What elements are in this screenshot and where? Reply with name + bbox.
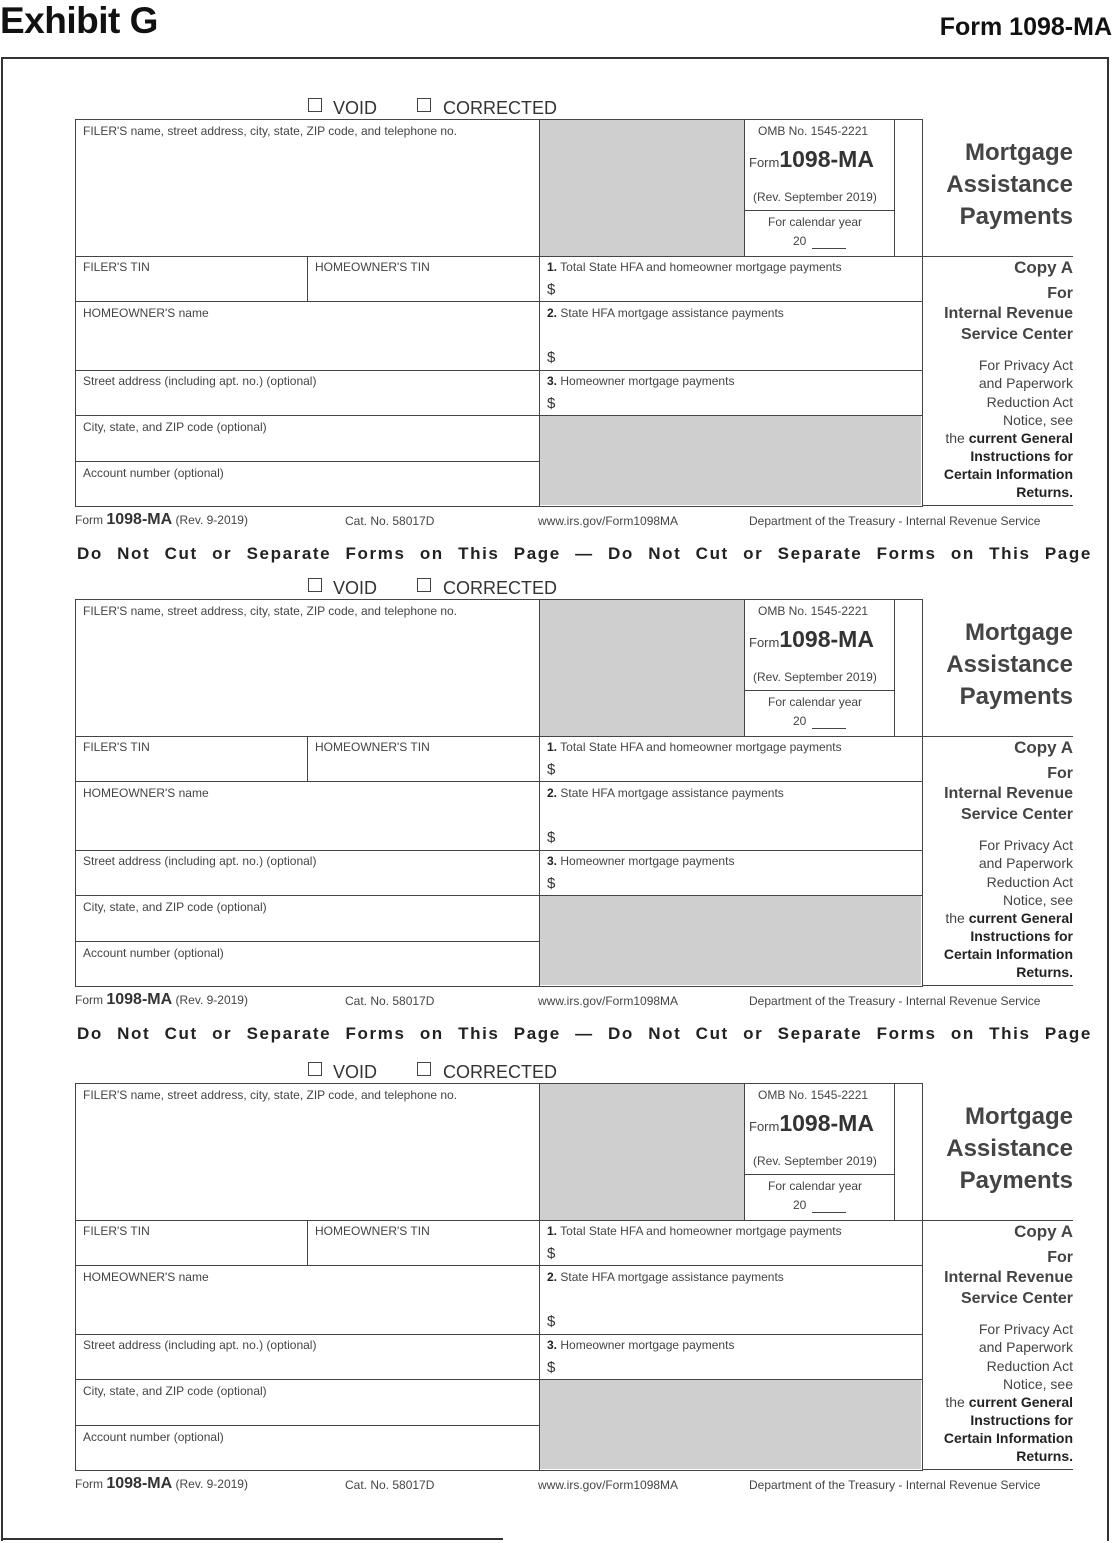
form-number: 1098-MA	[779, 626, 874, 652]
year-field[interactable]	[812, 728, 846, 729]
filer-tin-field[interactable]	[80, 1239, 302, 1263]
footer-department: Department of the Treasury - Internal Revenue Service	[749, 1478, 1041, 1492]
revision: (Rev. September 2019)	[753, 670, 877, 684]
footer-cat-no: Cat. No. 58017D	[345, 1478, 435, 1492]
form-copy-1	[0, 0, 1114, 528]
filer-tin-field[interactable]	[80, 755, 302, 779]
footer-cat-no: Cat. No. 58017D	[345, 514, 435, 528]
street-address-field[interactable]	[80, 390, 535, 414]
divider	[922, 1220, 1073, 1221]
box1-dollar: $	[547, 1245, 556, 1262]
form-bottom-rule	[922, 1469, 1073, 1470]
divider	[75, 781, 923, 782]
box2-dollar: $	[547, 829, 556, 846]
divider	[307, 736, 308, 782]
privacy-line3: Reduction Act	[986, 1358, 1073, 1374]
year-prefix: 20	[793, 1198, 807, 1212]
account-number-field[interactable]	[80, 1446, 535, 1468]
box1-amount-field[interactable]	[562, 758, 917, 780]
city-state-zip-label: City, state, and ZIP code (optional)	[83, 1384, 267, 1398]
footer-department: Department of the Treasury - Internal Revenue Service	[749, 994, 1041, 1008]
filer-tin-label: FILER'S TIN	[83, 1224, 150, 1238]
calendar-year-label: For calendar year	[768, 1179, 863, 1193]
divider	[75, 1220, 923, 1221]
void-checkbox[interactable]	[308, 578, 322, 592]
form-heading-line1: Mortgage	[965, 139, 1073, 166]
divider	[75, 1265, 923, 1266]
box2-amount-field[interactable]	[562, 345, 917, 367]
box3-dollar: $	[547, 1359, 556, 1376]
divider	[744, 599, 745, 737]
divider	[540, 850, 922, 851]
corrected-label: CORRECTED	[443, 1062, 558, 1082]
box2-dollar: $	[547, 1313, 556, 1330]
form-word: Form	[749, 155, 780, 170]
year-prefix: 20	[793, 234, 807, 248]
footer-url: www.irs.gov/Form1098MA	[538, 994, 679, 1008]
street-address-label: Street address (including apt. no.) (optional)	[83, 1338, 317, 1352]
filer-name-label: FILER'S name, street address, city, state, ZIP code, and telephone no.	[83, 604, 458, 618]
void-label: VOID	[333, 1062, 378, 1082]
city-state-zip-label: City, state, and ZIP code (optional)	[83, 420, 267, 434]
corrected-label: CORRECTED	[443, 578, 558, 598]
privacy-line4: Notice, see	[1002, 892, 1073, 908]
copy-a-label: Copy A	[1014, 738, 1073, 757]
privacy-line5: the current General	[945, 1394, 1073, 1410]
form-title: Form 1098-MA	[939, 13, 1112, 41]
calendar-year-label: For calendar year	[768, 695, 863, 709]
filer-name-label: FILER'S name, street address, city, state, ZIP code, and telephone no.	[83, 124, 458, 138]
footer-cat-no: Cat. No. 58017D	[345, 994, 435, 1008]
privacy-line2: and Paperwork	[978, 375, 1073, 391]
divider	[75, 1334, 540, 1335]
city-state-zip-field[interactable]	[80, 1400, 535, 1424]
bottom-rule	[1, 1538, 503, 1540]
copy-irs-line2: Service Center	[960, 326, 1073, 343]
filer-name-field[interactable]	[80, 140, 535, 252]
form-heading-line3: Payments	[959, 683, 1073, 710]
revision: (Rev. September 2019)	[753, 1154, 877, 1168]
divider	[75, 895, 923, 896]
form-word: Form	[749, 1119, 780, 1134]
box3-amount-field[interactable]	[562, 392, 917, 414]
box3-label: 3. Homeowner mortgage payments	[547, 374, 735, 388]
omb-number: OMB No. 1545-2221	[758, 604, 869, 618]
divider	[539, 119, 540, 506]
privacy-line6: Instructions for	[970, 448, 1073, 464]
box1-label: 1. Total State HFA and homeowner mortgage payments	[547, 1224, 842, 1238]
privacy-line4: Notice, see	[1002, 412, 1073, 428]
divider	[894, 1083, 895, 1221]
form-heading-line2: Assistance	[946, 171, 1073, 198]
divider	[75, 1379, 923, 1380]
city-state-zip-label: City, state, and ZIP code (optional)	[83, 900, 267, 914]
city-state-zip-field[interactable]	[80, 436, 535, 460]
divider	[307, 1220, 308, 1266]
filer-name-field[interactable]	[80, 620, 535, 732]
street-address-label: Street address (including apt. no.) (optional)	[83, 854, 317, 868]
privacy-line1: For Privacy Act	[978, 1321, 1073, 1337]
divider	[894, 119, 895, 257]
void-label: VOID	[333, 578, 378, 598]
account-number-label: Account number (optional)	[83, 1430, 224, 1444]
privacy-line2: and Paperwork	[978, 1339, 1073, 1355]
copy-irs-line2: Service Center	[960, 1290, 1073, 1307]
divider	[75, 1425, 540, 1426]
void-label: VOID	[333, 98, 378, 118]
homeowner-name-field[interactable]	[80, 322, 535, 368]
form-number: 1098-MA	[779, 146, 874, 172]
homeowner-tin-field[interactable]	[312, 275, 534, 299]
do-not-cut-notice: Do Not Cut or Separate Forms on This Page — Do Not Cut or Separate Forms on This Page	[77, 1024, 1092, 1043]
corrected-checkbox[interactable]	[417, 578, 431, 592]
privacy-line5: the current General	[945, 430, 1073, 446]
copy-for-label: For	[1047, 1249, 1073, 1266]
footer-url: www.irs.gov/Form1098MA	[538, 1478, 679, 1492]
divider	[307, 256, 308, 302]
divider	[539, 1083, 540, 1470]
do-not-cut-notice: Do Not Cut or Separate Forms on This Page — Do Not Cut or Separate Forms on This Page	[77, 544, 1092, 563]
privacy-line1: For Privacy Act	[978, 837, 1073, 853]
void-checkbox[interactable]	[308, 1062, 322, 1076]
form-number: 1098-MA	[779, 1110, 874, 1136]
privacy-line8: Returns.	[1016, 484, 1073, 500]
privacy-line7: Certain Information	[943, 946, 1073, 962]
year-field[interactable]	[812, 248, 846, 249]
box2-label: 2. State HFA mortgage assistance payments	[547, 786, 784, 800]
divider	[744, 210, 894, 211]
filer-tin-field[interactable]	[80, 275, 302, 299]
divider	[75, 256, 923, 257]
divider	[75, 850, 540, 851]
form-heading-line2: Assistance	[946, 651, 1073, 678]
divider	[922, 736, 1073, 737]
form-number-block	[749, 1110, 874, 1137]
box1-label: 1. Total State HFA and homeowner mortgage payments	[547, 740, 842, 754]
filer-tin-label: FILER'S TIN	[83, 740, 150, 754]
divider	[75, 461, 540, 462]
void-checkbox[interactable]	[308, 98, 322, 112]
form-number-block	[749, 626, 874, 653]
form-heading-line3: Payments	[959, 1167, 1073, 1194]
divider	[744, 1083, 745, 1221]
box2-amount-field[interactable]	[562, 1309, 917, 1331]
divider	[540, 370, 922, 371]
box2-amount-field[interactable]	[562, 825, 917, 847]
box3-label: 3. Homeowner mortgage payments	[547, 854, 735, 868]
privacy-line7: Certain Information	[943, 1430, 1073, 1446]
copy-irs-line1: Internal Revenue	[944, 1269, 1073, 1286]
filer-tin-label: FILER'S TIN	[83, 260, 150, 274]
box1-amount-field[interactable]	[562, 1242, 917, 1264]
privacy-line3: Reduction Act	[986, 874, 1073, 890]
homeowner-tin-field[interactable]	[312, 1239, 534, 1263]
omb-number: OMB No. 1545-2221	[758, 124, 869, 138]
privacy-line4: Notice, see	[1002, 1376, 1073, 1392]
form-heading-line1: Mortgage	[965, 1103, 1073, 1130]
box1-dollar: $	[547, 761, 556, 778]
form-heading-line3: Payments	[959, 203, 1073, 230]
city-state-zip-field[interactable]	[80, 916, 535, 940]
box2-dollar: $	[547, 349, 556, 366]
form-copy-2	[0, 480, 1114, 1008]
privacy-line8: Returns.	[1016, 964, 1073, 980]
omb-number: OMB No. 1545-2221	[758, 1088, 869, 1102]
revision: (Rev. September 2019)	[753, 190, 877, 204]
divider	[744, 690, 894, 691]
privacy-line6: Instructions for	[970, 1412, 1073, 1428]
calendar-year-label: For calendar year	[768, 215, 863, 229]
homeowner-name-label: HOMEOWNER'S name	[83, 786, 209, 800]
homeowner-tin-label: HOMEOWNER'S TIN	[315, 740, 430, 754]
box3-dollar: $	[547, 875, 556, 892]
homeowner-name-field[interactable]	[80, 1286, 535, 1332]
account-number-label: Account number (optional)	[83, 466, 224, 480]
homeowner-name-label: HOMEOWNER'S name	[83, 306, 209, 320]
footer-url: www.irs.gov/Form1098MA	[538, 514, 679, 528]
homeowner-tin-label: HOMEOWNER'S TIN	[315, 1224, 430, 1238]
divider	[744, 119, 745, 257]
divider	[540, 1334, 922, 1335]
year-prefix: 20	[793, 714, 807, 728]
account-number-label: Account number (optional)	[83, 946, 224, 960]
copy-irs-line1: Internal Revenue	[944, 785, 1073, 802]
copy-irs-line1: Internal Revenue	[944, 305, 1073, 322]
street-address-field[interactable]	[80, 1354, 535, 1378]
divider	[922, 256, 1073, 257]
copy-irs-line2: Service Center	[960, 806, 1073, 823]
privacy-line5: the current General	[945, 910, 1073, 926]
box3-amount-field[interactable]	[562, 1356, 917, 1378]
box1-amount-field[interactable]	[562, 278, 917, 300]
filer-name-field[interactable]	[80, 1104, 535, 1216]
copy-for-label: For	[1047, 765, 1073, 782]
box3-dollar: $	[547, 395, 556, 412]
copy-a-label: Copy A	[1014, 258, 1073, 277]
divider	[894, 599, 895, 737]
filer-name-label: FILER'S name, street address, city, state, ZIP code, and telephone no.	[83, 1088, 458, 1102]
box3-label: 3. Homeowner mortgage payments	[547, 1338, 735, 1352]
form-word: Form	[749, 635, 780, 650]
box3-amount-field[interactable]	[562, 872, 917, 894]
divider	[75, 415, 923, 416]
homeowner-name-field[interactable]	[80, 802, 535, 848]
homeowner-tin-label: HOMEOWNER'S TIN	[315, 260, 430, 274]
footer-form-id: Form 1098-MA (Rev. 9-2019)	[75, 511, 248, 528]
privacy-line1: For Privacy Act	[978, 357, 1073, 373]
divider	[744, 1174, 894, 1175]
privacy-line2: and Paperwork	[978, 855, 1073, 871]
divider	[75, 301, 923, 302]
corrected-checkbox[interactable]	[417, 1062, 431, 1076]
corrected-checkbox[interactable]	[417, 98, 431, 112]
box2-label: 2. State HFA mortgage assistance payments	[547, 1270, 784, 1284]
corrected-label: CORRECTED	[443, 98, 558, 118]
footer-department: Department of the Treasury - Internal Revenue Service	[749, 514, 1041, 528]
street-address-field[interactable]	[80, 870, 535, 894]
footer-form-id: Form 1098-MA (Rev. 9-2019)	[75, 991, 248, 1008]
homeowner-name-label: HOMEOWNER'S name	[83, 1270, 209, 1284]
year-field[interactable]	[812, 1212, 846, 1213]
exhibit-title: Exhibit G	[0, 0, 158, 41]
box1-dollar: $	[547, 281, 556, 298]
form-copy-3	[0, 964, 1114, 1492]
privacy-line7: Certain Information	[943, 466, 1073, 482]
divider	[75, 941, 540, 942]
street-address-label: Street address (including apt. no.) (optional)	[83, 374, 317, 388]
divider	[75, 736, 923, 737]
box2-label: 2. State HFA mortgage assistance payments	[547, 306, 784, 320]
privacy-line8: Returns.	[1016, 1448, 1073, 1464]
privacy-line3: Reduction Act	[986, 394, 1073, 410]
divider	[75, 370, 540, 371]
privacy-line6: Instructions for	[970, 928, 1073, 944]
copy-for-label: For	[1047, 285, 1073, 302]
copy-a-label: Copy A	[1014, 1222, 1073, 1241]
form-heading-line1: Mortgage	[965, 619, 1073, 646]
box1-label: 1. Total State HFA and homeowner mortgage payments	[547, 260, 842, 274]
form-heading-line2: Assistance	[946, 1135, 1073, 1162]
homeowner-tin-field[interactable]	[312, 755, 534, 779]
divider	[539, 599, 540, 986]
footer-form-id: Form 1098-MA (Rev. 9-2019)	[75, 1475, 248, 1492]
form-number-block	[749, 146, 874, 173]
